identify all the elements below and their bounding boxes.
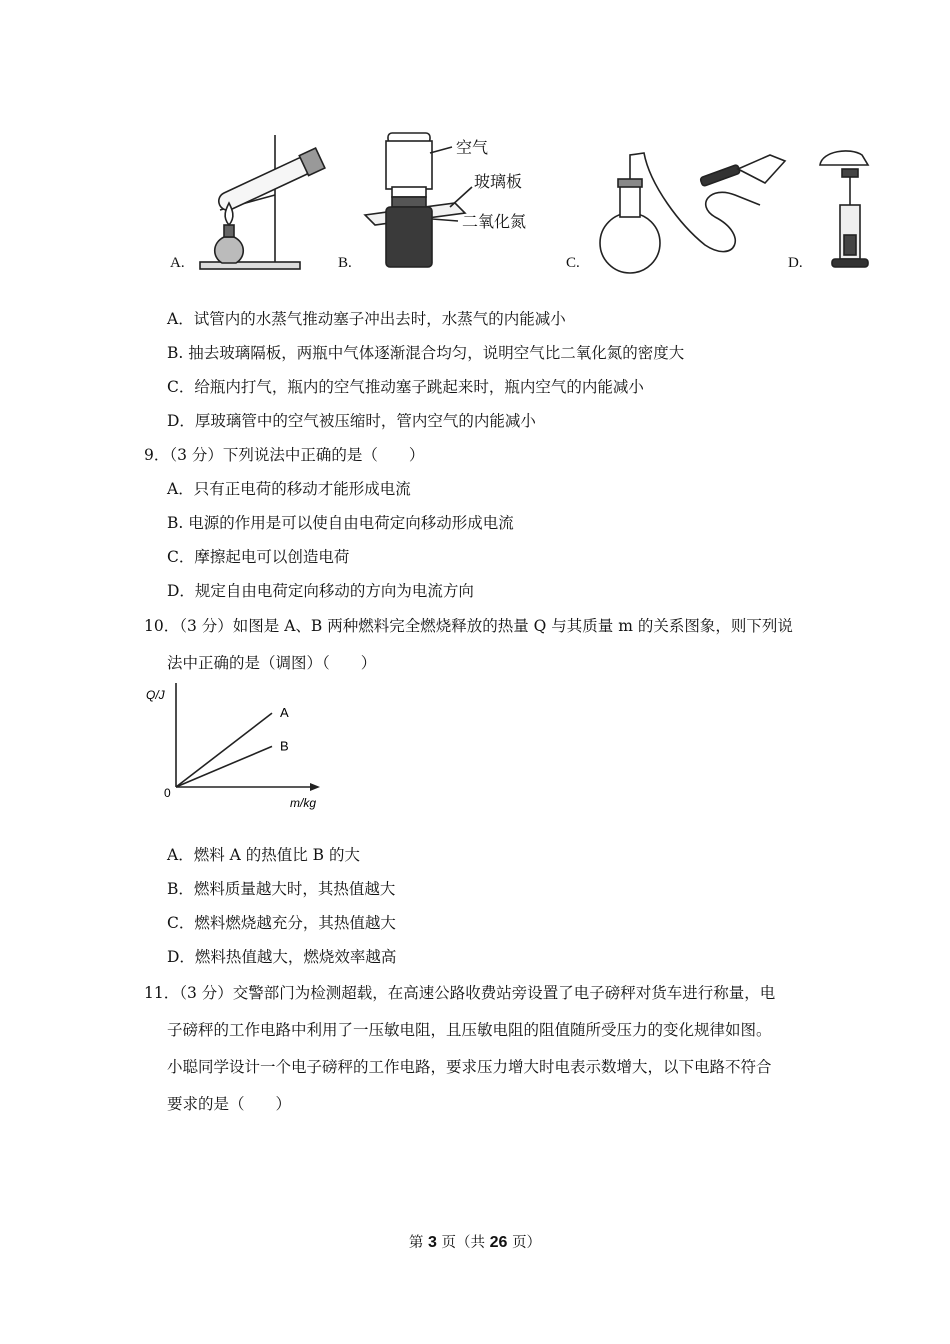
q10-option-d: D．燃料热值越大，燃烧效率越高 [167, 948, 397, 966]
q10-option-b: B．燃料质量越大时，其热值越大 [167, 880, 396, 898]
figure-c-flask-pump-drawing [600, 153, 785, 273]
footer-middle: 页（共 [441, 1235, 486, 1251]
figure-a-test-tube-drawing [200, 135, 325, 269]
q11-stem-line4: 要求的是（ ） [167, 1095, 292, 1113]
q10-option-a: A．燃料 A 的热值比 B 的大 [167, 846, 360, 864]
figure-label-a: A. [170, 255, 185, 271]
q9-option-b: B. 电源的作用是可以使自由电荷定向移动形成电流 [167, 514, 514, 532]
series-line-a [176, 713, 272, 787]
q8-option-a: A．试管内的水蒸气推动塞子冲出去时，水蒸气的内能减小 [167, 310, 566, 328]
q11-stem-line1: 11．（3 分）交警部门为检测超载，在高速公路收费站旁设置了电子磅秤对货车进行称量，电 [144, 984, 776, 1002]
experiment-figures-svg [160, 125, 880, 285]
q8-option-d: D．厚玻璃管中的空气被压缩时，管内空气的内能减小 [167, 412, 536, 430]
x-axis-arrow [310, 783, 320, 791]
figure-label-d: D. [788, 255, 803, 271]
series-label-b: B [280, 738, 289, 754]
footer-page-number: 3 [428, 1234, 437, 1251]
q11-stem-line3: 小聪同学设计一个电子磅秤的工作电路，要求压力增大时电表示数增大，以下电路不符合 [167, 1058, 772, 1076]
q9-option-a: A．只有正电荷的移动才能形成电流 [167, 480, 411, 498]
q8-option-b: B. 抽去玻璃隔板，两瓶中气体逐渐混合均匀，说明空气比二氧化氮的密度大 [167, 344, 685, 362]
series-line-b [176, 746, 272, 787]
q10-chart-svg [140, 683, 330, 813]
page-footer [0, 1231, 950, 1252]
experiment-figures [160, 125, 880, 285]
footer-suffix: 页） [512, 1235, 542, 1251]
q9-stem: 9．（3 分）下列说法中正确的是（ ） [144, 446, 425, 464]
annotation-air: 空气 [456, 140, 489, 157]
q10-stem-line1: 10．（3 分）如图是 A、B 两种燃料完全燃烧释放的热量 Q 与其质量 m 的关系图象，则下列说 [144, 617, 793, 635]
annotation-nitrogen-dioxide: 二氧化氮 [462, 214, 527, 231]
q11-stem-line2: 子磅秤的工作电路中利用了一压敏电阻，且压敏电阻的阻值随所受压力的变化规律如图。 [167, 1021, 772, 1039]
q8-option-c: C．给瓶内打气，瓶内的空气推动塞子跳起来时，瓶内空气的内能减小 [167, 378, 644, 396]
figure-label-b: B. [338, 255, 352, 271]
origin-label: 0 [164, 786, 171, 800]
q10-option-c: C．燃料燃烧越充分，其热值越大 [167, 914, 396, 932]
x-axis-label: m/kg [290, 796, 317, 810]
q9-option-d: D．规定自由电荷定向移动的方向为电流方向 [167, 582, 474, 600]
q10-stem-line2: 法中正确的是（调图）（ ） [167, 654, 377, 672]
annotation-glass-plate: 玻璃板 [474, 174, 523, 191]
q10-chart [140, 683, 330, 813]
series-label-a: A [280, 705, 289, 721]
q9-option-c: C．摩擦起电可以创造电荷 [167, 548, 350, 566]
footer-total-pages: 26 [489, 1234, 508, 1251]
figure-d-compression-tube-drawing [820, 151, 868, 267]
figure-label-c: C. [566, 255, 580, 271]
footer-prefix: 第 [408, 1235, 424, 1251]
y-axis-label: Q/J [146, 688, 165, 702]
